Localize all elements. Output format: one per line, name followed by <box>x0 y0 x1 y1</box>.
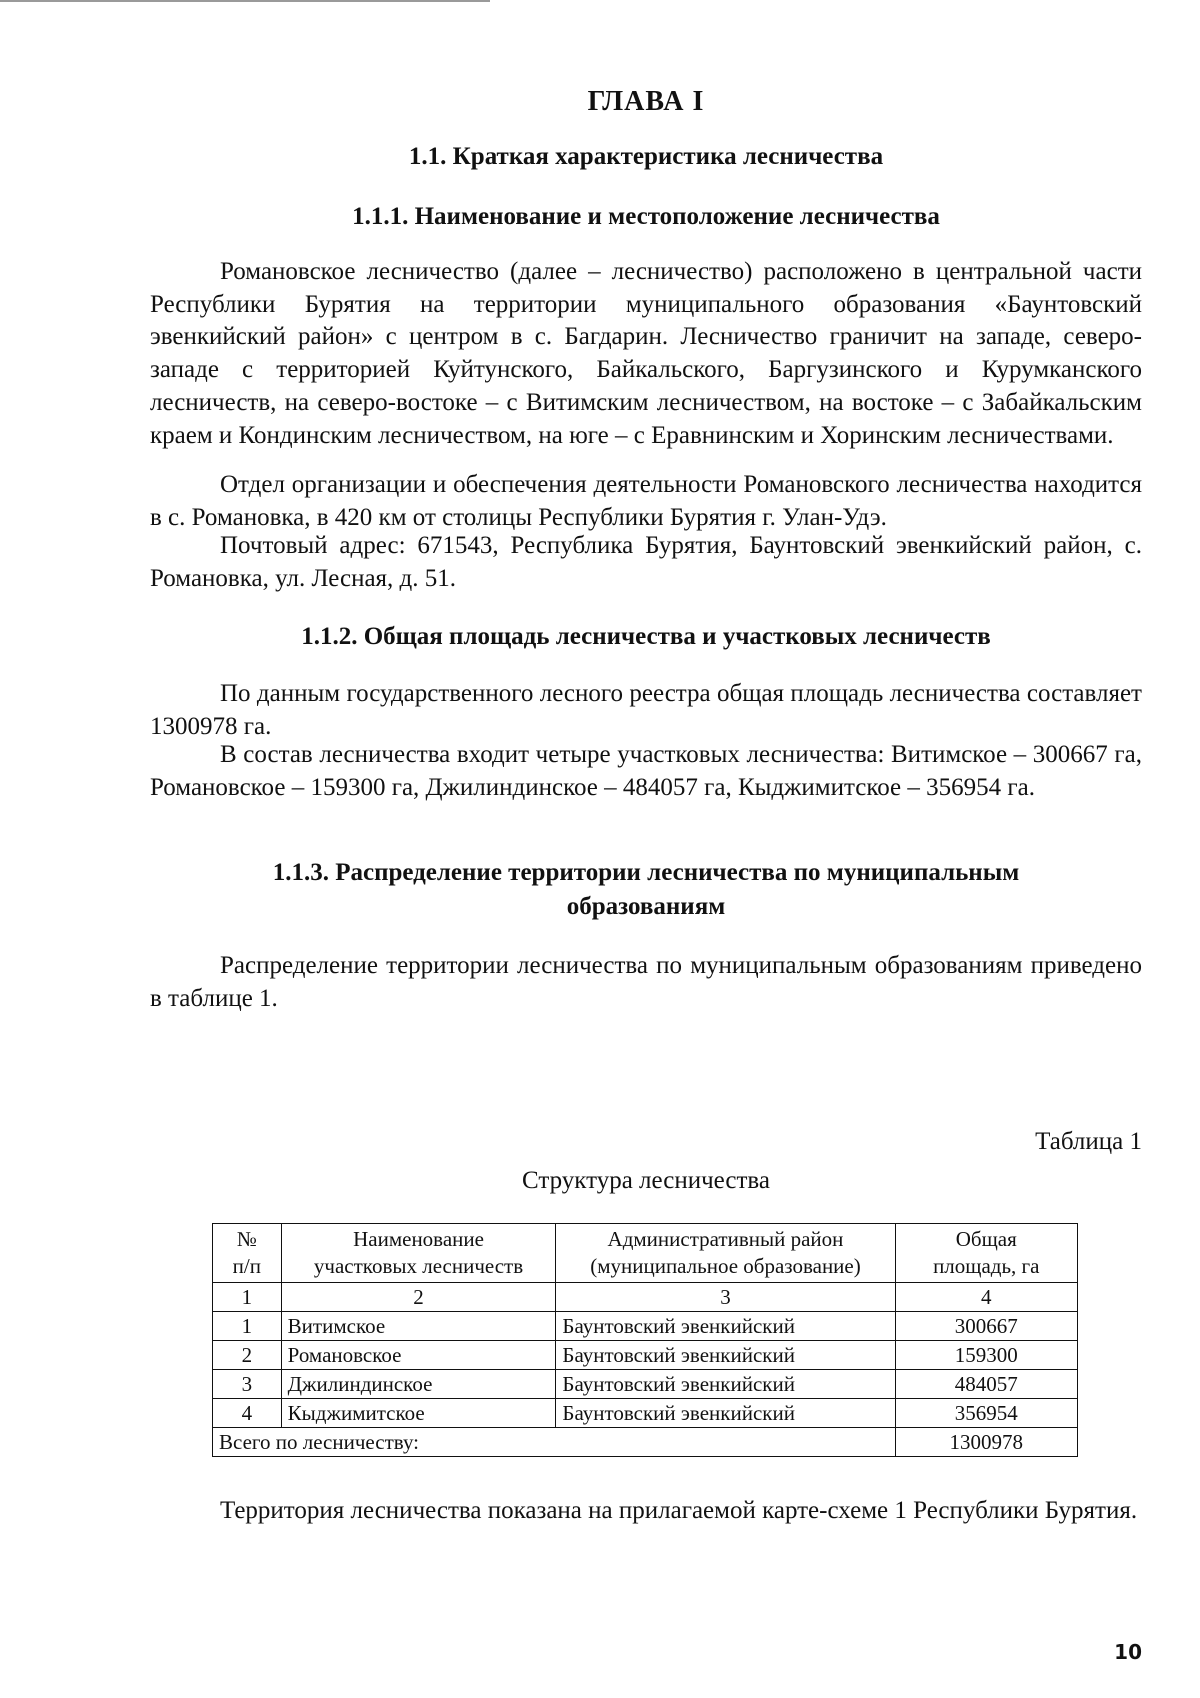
row-area-cell: 484057 <box>895 1370 1077 1399</box>
row-number-cell: 2 <box>213 1341 282 1370</box>
index-cell: 1 <box>213 1283 282 1312</box>
header-number-line1: № <box>236 1227 257 1251</box>
header-name-line1: Наименование <box>353 1227 484 1251</box>
total-label-cell: Всего по лесничеству: <box>213 1428 896 1457</box>
row-district-cell: Баунтовский эвенкийский <box>556 1312 895 1341</box>
header-name <box>281 1224 556 1283</box>
table-caption: Структура лесничества <box>522 1167 770 1194</box>
row-district-cell: Баунтовский эвенкийский <box>556 1399 895 1428</box>
row-area-cell: 300667 <box>895 1312 1077 1341</box>
total-value-cell: 1300978 <box>895 1428 1077 1457</box>
section-heading-1-1-1: 1.1.1. Наименование и местоположение лесничества <box>352 203 940 230</box>
table-number-label: Таблица 1 <box>1035 1128 1142 1155</box>
header-area-line2: площадь, га <box>933 1254 1040 1278</box>
section-heading-1-1-3-line1: 1.1.3. Распределение территории лесничества по муниципальным <box>272 859 1020 886</box>
row-district-cell: Баунтовский эвенкийский <box>556 1341 895 1370</box>
paragraph-location: Романовское лесничество (далее – лесничество) расположено в центральной части Республики Бурятия на территории муниципального образования «Баунтовский эвенкийский район» с центром в с. Багдарин. Лесничество граничит на западе, северо-западе с территорией Куйтунского, Байкальского, Баргузинского и Курумканского лесничеств, на северо-востоке – с Витимским лесничеством, на востоке – с Забайкальским краем и Кондинским лесничеством, на юге – с Еравнинским и Хоринским лесничествами. <box>150 258 1142 449</box>
row-district-cell: Баунтовский эвенкийский <box>556 1370 895 1399</box>
forestry-structure-table <box>212 1223 1078 1457</box>
scan-top-rule <box>0 0 490 2</box>
chapter-title: ГЛАВА I <box>587 86 705 117</box>
page-number: 10 <box>1114 1640 1142 1664</box>
table-row <box>213 1370 1078 1399</box>
index-cell: 4 <box>895 1283 1077 1312</box>
section-heading-1-1-3 <box>150 856 1142 924</box>
row-name-cell: Кыджимитское <box>281 1399 556 1428</box>
row-area-cell: 356954 <box>895 1399 1077 1428</box>
header-number <box>213 1224 282 1283</box>
row-area-cell: 159300 <box>895 1341 1077 1370</box>
header-number-line2: п/п <box>232 1254 261 1278</box>
header-area-line1: Общая <box>955 1227 1017 1251</box>
paragraph-office: Отдел организации и обеспечения деятельности Романовского лесничества находится в с. Романовка, в 420 км от столицы Республики Бурятия г. Улан-Удэ. <box>150 471 1142 531</box>
section-heading-1-1: 1.1. Краткая характеристика лесничества <box>408 143 884 170</box>
table-index-row <box>213 1283 1078 1312</box>
header-district-line1: Административный район <box>607 1227 844 1251</box>
row-name-cell: Романовское <box>281 1341 556 1370</box>
index-cell: 3 <box>556 1283 895 1312</box>
row-number-cell: 3 <box>213 1370 282 1399</box>
paragraph-map-reference: Территория лесничества показана на прилагаемой карте-схеме 1 Республики Бурятия. <box>220 1497 1138 1524</box>
section-heading-1-1-2: 1.1.2. Общая площадь лесничества и участковых лесничеств <box>301 623 991 650</box>
paragraph-total-area: По данным государственного лесного реестра общая площадь лесничества составляет 1300978 га. <box>150 680 1142 740</box>
paragraph-sub-forestries: В состав лесничества входит четыре участковых лесничества: Витимское – 300667 га, Романовское – 159300 га, Джилиндинское – 484057 га, Кыджимитское – 356954 га. <box>150 741 1142 801</box>
header-name-line2: участковых лесничеств <box>313 1254 524 1278</box>
row-number-cell: 4 <box>213 1399 282 1428</box>
section-heading-1-1-3-line2: образованиям <box>566 893 726 920</box>
row-name-cell: Витимское <box>281 1312 556 1341</box>
table-row <box>213 1312 1078 1341</box>
table-header-row <box>213 1224 1078 1283</box>
header-area <box>895 1224 1077 1283</box>
paragraph-table-reference: Распределение территории лесничества по муниципальным образованиям приведено в таблице 1. <box>150 952 1142 1012</box>
paragraph-address: Почтовый адрес: 671543, Республика Бурятия, Баунтовский эвенкийский район, с. Романовка, ул. Лесная, д. 51. <box>150 532 1142 592</box>
row-number-cell: 1 <box>213 1312 282 1341</box>
table-total-row <box>213 1428 1078 1457</box>
index-cell: 2 <box>281 1283 556 1312</box>
row-name-cell: Джилиндинское <box>281 1370 556 1399</box>
table-row <box>213 1341 1078 1370</box>
table-row <box>213 1399 1078 1428</box>
header-district-line2: (муниципальное образование) <box>590 1254 861 1278</box>
header-district <box>556 1224 895 1283</box>
